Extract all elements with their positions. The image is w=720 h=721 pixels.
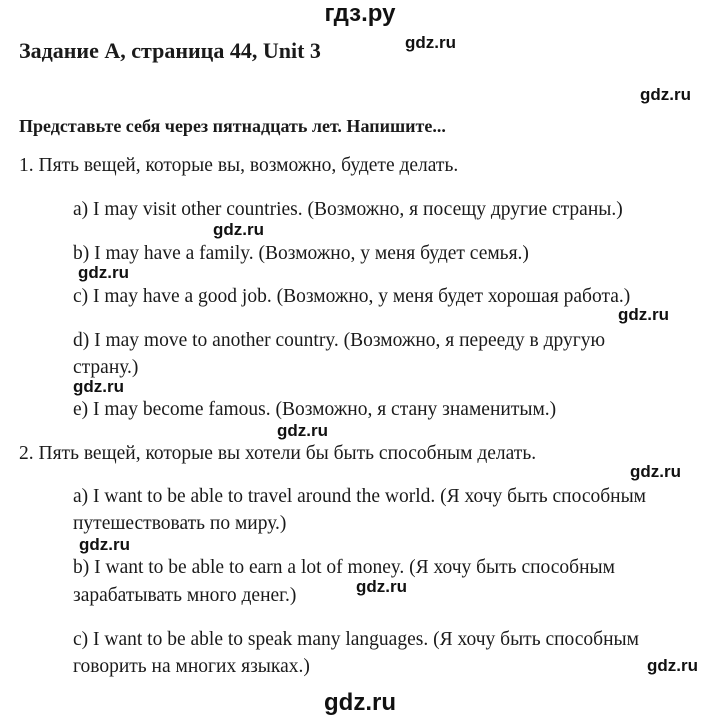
watermark: gdz.ru <box>78 263 129 282</box>
page-title: Задание A, страница 44, Unit 3 <box>19 38 321 63</box>
section-1-item-c: c) I may have a good job. (Возможно, у меня будет хорошая работа.) <box>73 286 631 307</box>
section-1-item-a: a) I may visit other countries. (Возможно, я посещу другие страны.) <box>73 199 623 220</box>
watermark: gdz.ru <box>405 33 456 52</box>
watermark: gdz.ru <box>79 535 130 554</box>
site-footer: gdz.ru <box>324 689 396 716</box>
watermark: gdz.ru <box>630 462 681 481</box>
watermark: gdz.ru <box>640 85 691 104</box>
section-1-item-b: b) I may have a family. (Возможно, у меня будет семья.) <box>73 243 529 264</box>
watermark: gdz.ru <box>73 377 124 396</box>
section-2-heading: 2. Пять вещей, которые вы хотели бы быть способным делать. <box>19 443 537 464</box>
section-2-item-a-line-1: a) I want to be able to travel around the world. (Я хочу быть способным <box>73 486 647 507</box>
section-2-item-b-line-1: b) I want to be able to earn a lot of money. (Я хочу быть способным <box>73 557 615 578</box>
task-prompt: Представьте себя через пятнадцать лет. Напишите... <box>19 116 446 136</box>
watermark: gdz.ru <box>277 421 328 440</box>
watermark: gdz.ru <box>618 305 669 324</box>
section-2-item-a-line-2: путешествовать по миру.) <box>73 513 287 534</box>
section-1-item-d-line-2: страну.) <box>73 357 139 378</box>
section-2-item-b-line-2: зарабатывать много денег.) <box>73 585 297 606</box>
section-2-item-c-line-2: говорить на многих языках.) <box>73 656 310 677</box>
section-1-item-e: e) I may become famous. (Возможно, я стану знаменитым.) <box>73 399 557 420</box>
watermark: gdz.ru <box>213 220 264 239</box>
watermark: gdz.ru <box>356 577 407 596</box>
site-header: гдз.ру <box>324 0 396 27</box>
section-1-heading: 1. Пять вещей, которые вы, возможно, будете делать. <box>19 155 459 176</box>
section-1-item-d-line-1: d) I may move to another country. (Возможно, я перееду в другую <box>73 330 606 351</box>
section-2-item-c-line-1: c) I want to be able to speak many languages. (Я хочу быть способным <box>73 629 639 650</box>
watermark: gdz.ru <box>647 656 698 675</box>
